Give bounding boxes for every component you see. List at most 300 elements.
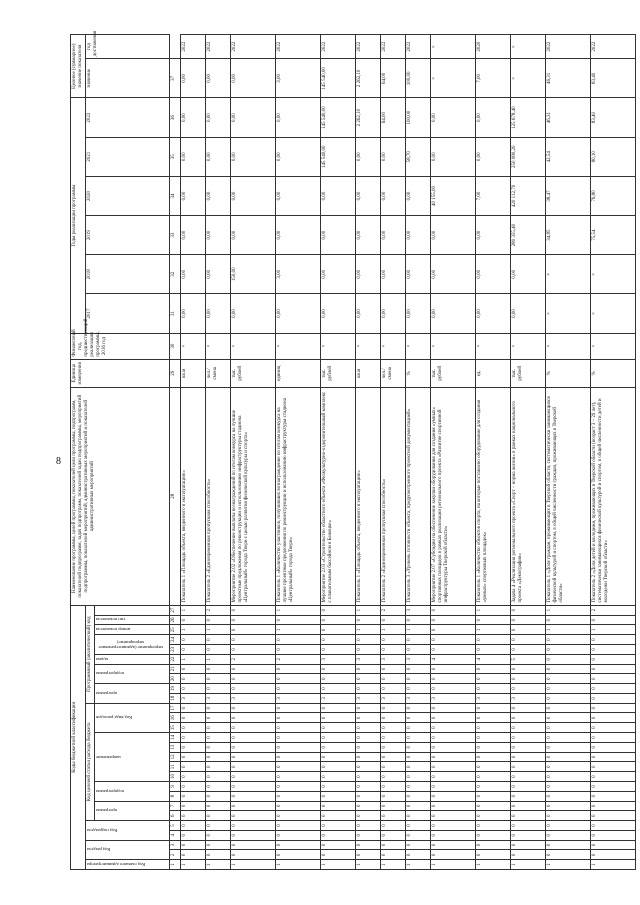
column-numbers-row <box>170 35 181 870</box>
code-cell: 0 <box>276 821 321 831</box>
code-cell: 0 <box>181 801 206 811</box>
year-value-cell: 0,00 <box>181 294 206 333</box>
column-number: 9 <box>170 781 181 791</box>
code-cell: 0 <box>511 850 546 860</box>
code-cell: 0 <box>476 840 511 850</box>
code-cell: 0 <box>511 723 546 733</box>
code-cell: 0 <box>476 713 511 723</box>
code-cell: 0 <box>546 693 591 703</box>
code-cell: 0 <box>206 635 231 645</box>
target-value-cell: 0,00 <box>206 59 231 98</box>
target-value-cell: 0,00 <box>181 59 206 98</box>
year-value-cell: 0,00 <box>431 137 476 176</box>
item-name: Показатель 1 «Количество объектов спорта, на которые поставлено оборудование для создания «умных» спортивных площадок» <box>476 387 511 605</box>
code-cell: 0 <box>356 703 381 713</box>
code-cell: 3 <box>431 693 476 703</box>
code-cell: 1 <box>276 605 321 615</box>
code-cell: 0 <box>476 772 511 782</box>
code-cell: 0 <box>476 615 511 625</box>
code-cell: 0 <box>276 801 321 811</box>
code-cell: 1 <box>181 860 206 870</box>
code-cell: 0 <box>356 635 381 645</box>
code-cell: 0 <box>406 615 431 625</box>
year-value-cell: 7,00 <box>476 176 511 215</box>
year-value-cell: 75,54 <box>591 216 636 255</box>
code-cell: 0 <box>356 684 381 694</box>
code-cell: 0 <box>511 684 546 694</box>
code-cell: 0 <box>591 654 636 664</box>
code-cell: 0 <box>276 840 321 850</box>
year-value-cell: 0,00 <box>276 216 321 255</box>
code-cell: 0 <box>356 850 381 860</box>
code-cell: 0 <box>276 830 321 840</box>
code-cell: 0 <box>206 684 231 694</box>
year-value-cell: 0,00 <box>276 137 321 176</box>
table-row <box>476 35 511 870</box>
year-value-cell: 0,00 <box>356 255 381 294</box>
unit-cell: тыс. рублей <box>321 359 356 387</box>
code-cell: 0 <box>321 645 356 655</box>
exp-group-subheader: Код вида расходов <box>95 703 170 732</box>
code-cell: 0 <box>406 645 431 655</box>
code-cell: 0 <box>181 684 206 694</box>
code-cell: 0 <box>276 713 321 723</box>
year-value-cell: 0,00 <box>511 255 546 294</box>
code-cell: 0 <box>431 752 476 762</box>
code-cell: 1 <box>511 860 546 870</box>
subsection-code-header: Код подраздела <box>86 821 170 841</box>
column-number: 16 <box>170 713 181 723</box>
code-cell: 0 <box>546 752 591 762</box>
year-value-cell: 0,00 <box>276 98 321 137</box>
code-cell: 0 <box>546 801 591 811</box>
year-value-cell: 0,00 <box>181 176 206 215</box>
code-cell: 0 <box>181 752 206 762</box>
code-cell: 0 <box>206 664 231 674</box>
code-cell: 0 <box>231 645 276 655</box>
year-value-cell: 3,00 <box>276 255 321 294</box>
document-sheet <box>70 30 609 870</box>
target-value-header: значение <box>86 59 170 98</box>
code-cell: 0 <box>181 713 206 723</box>
code-cell: 0 <box>546 713 591 723</box>
code-cell: 0 <box>406 703 431 713</box>
fin-year-cell: × <box>381 333 406 359</box>
item-name: Показатель 3 «Уровень готовности объекта, предусмотренного проектной документацией» <box>406 387 431 605</box>
code-cell: 0 <box>431 791 476 801</box>
code-cell: 0 <box>321 703 356 713</box>
code-cell: 0 <box>321 615 356 625</box>
code-cell: 0 <box>181 742 206 752</box>
table-row <box>321 35 356 870</box>
code-cell: 2 <box>276 654 321 664</box>
code-cell: 4 <box>476 654 511 664</box>
code-cell: 0 <box>431 742 476 752</box>
code-cell: 0 <box>431 821 476 831</box>
column-number: 26 <box>170 615 181 625</box>
code-cell: 0 <box>406 635 431 645</box>
code-cell: 0 <box>206 772 231 782</box>
year-value-cell: 0,00 <box>356 176 381 215</box>
year-value-cell: 0,00 <box>356 294 381 333</box>
year-2021-header: 2021 <box>86 137 170 176</box>
year-value-cell: 145 540,00 <box>321 137 356 176</box>
rotated-page <box>70 30 609 870</box>
column-number: 14 <box>170 733 181 743</box>
code-cell: 0 <box>476 762 511 772</box>
code-cell: 0 <box>356 821 381 831</box>
code-cell: 0 <box>206 723 231 733</box>
column-number: 24 <box>170 635 181 645</box>
item-name: Мероприятие 2.03 «Строительство областного объекта «Физкультурно-оздоровительный комплекс с плавательным бассейном в Бежецке» <box>321 387 356 605</box>
code-cell: 0 <box>181 811 206 821</box>
code-cell: 0 <box>356 762 381 772</box>
code-cell: 3 <box>356 693 381 703</box>
column-number: 22 <box>170 654 181 664</box>
code-cell: 0 <box>431 723 476 733</box>
unit-cell: % <box>546 359 591 387</box>
code-cell: 0 <box>511 811 546 821</box>
table-row <box>276 35 321 870</box>
code-cell: 0 <box>356 664 381 674</box>
code-cell: 0 <box>231 674 276 684</box>
code-cell: 0 <box>231 723 276 733</box>
code-cell: 0 <box>511 830 546 840</box>
year-value-cell: 0,00 <box>431 255 476 294</box>
code-cell: 2 <box>206 605 231 615</box>
year-value-cell: 0,00 <box>276 176 321 215</box>
code-cell: 0 <box>431 605 476 615</box>
column-number: 30 <box>170 333 181 359</box>
code-cell: 0 <box>511 733 546 743</box>
code-cell: 0 <box>276 674 321 684</box>
year-value-cell: 0,00 <box>321 176 356 215</box>
code-cell: 1 <box>381 860 406 870</box>
code-cell: 0 <box>476 703 511 713</box>
code-cell: 0 <box>591 762 636 772</box>
code-cell: 0 <box>431 762 476 772</box>
code-cell: 0 <box>321 723 356 733</box>
year-value-cell: 0,00 <box>406 294 431 333</box>
year-value-cell: 0,00 <box>181 137 206 176</box>
target-value-cell: × <box>511 59 546 98</box>
year-value-cell: 0,00 <box>356 137 381 176</box>
target-value-cell: 46,31 <box>546 59 591 98</box>
code-cell: 1 <box>321 860 356 870</box>
code-cell: 0 <box>356 830 381 840</box>
code-cell: 0 <box>431 801 476 811</box>
year-value-cell: × <box>546 294 591 333</box>
code-cell: 2 <box>591 605 636 615</box>
unit-cell: чел./ смена <box>381 359 406 387</box>
code-cell: 1 <box>356 625 381 635</box>
fin-year-cell: × <box>276 333 321 359</box>
code-cell: 0 <box>206 742 231 752</box>
code-cell: 0 <box>321 830 356 840</box>
code-cell: 0 <box>321 625 356 635</box>
target-value-cell: 0,00 <box>231 59 276 98</box>
code-cell: 0 <box>231 762 276 772</box>
code-cell: 0 <box>406 723 431 733</box>
code-cell: 0 <box>206 821 231 831</box>
code-cell: 0 <box>381 830 406 840</box>
year-value-cell: 0,00 <box>231 176 276 215</box>
code-cell: 0 <box>321 733 356 743</box>
code-cell: 0 <box>231 625 276 635</box>
code-cell: 0 <box>356 615 381 625</box>
code-cell: 0 <box>546 840 591 850</box>
table-row <box>431 35 476 870</box>
fin-year-cell: × <box>321 333 356 359</box>
code-cell: 0 <box>431 733 476 743</box>
code-cell: 0 <box>476 811 511 821</box>
code-cell: 0 <box>431 703 476 713</box>
code-cell: 0 <box>546 674 591 684</box>
year-value-cell: 0,00 <box>321 294 356 333</box>
code-cell: 0 <box>406 801 431 811</box>
year-value-cell: 145 540,00 <box>321 98 356 137</box>
year-value-cell: 0,00 <box>181 255 206 294</box>
code-cell: 3 <box>476 693 511 703</box>
code-cell: 1 <box>181 654 206 664</box>
code-cell: 0 <box>591 674 636 684</box>
table-row <box>591 35 636 870</box>
code-cell: 0 <box>406 733 431 743</box>
year-value-cell: 0,00 <box>206 98 231 137</box>
admin-code-header: Код главного администратора <box>86 860 170 870</box>
code-cell: 3 <box>356 654 381 664</box>
code-cell: 0 <box>206 674 231 684</box>
code-cell: 0 <box>181 703 206 713</box>
code-cell: 1 <box>476 625 511 635</box>
code-cell: 0 <box>356 791 381 801</box>
code-cell: 0 <box>381 811 406 821</box>
unit-cell: ед. <box>476 359 511 387</box>
year-value-cell: 64,00 <box>381 98 406 137</box>
column-number: 13 <box>170 742 181 752</box>
code-cell: 0 <box>181 821 206 831</box>
code-cell: 0 <box>231 840 276 850</box>
table-row <box>356 35 381 870</box>
target-year-cell: 2022 <box>356 35 381 59</box>
code-cell: 0 <box>431 625 476 635</box>
code-cell: 3 <box>321 654 356 664</box>
code-cell: 0 <box>381 742 406 752</box>
code-cell: 0 <box>381 762 406 772</box>
code-cell: 0 <box>381 801 406 811</box>
code-cell: 0 <box>511 625 546 635</box>
code-cell: 0 <box>591 791 636 801</box>
code-cell: 0 <box>381 752 406 762</box>
code-cell: 0 <box>321 684 356 694</box>
year-value-cell: 0,00 <box>381 176 406 215</box>
code-cell: 0 <box>321 664 356 674</box>
item-name: Задача 4 «Реализация регионального проекта «Спорт – норма жизни» в рамках национального проекта «Демография» <box>511 387 546 605</box>
year-2018-header: 2018 <box>86 255 170 294</box>
code-cell: 0 <box>406 830 431 840</box>
code-cell: 0 <box>591 801 636 811</box>
column-number: 29 <box>170 359 181 387</box>
code-cell: 0 <box>476 674 511 684</box>
name-header: Наименование программы, целей программы, показателей цели программы, подпрограмм, показателей подпрограмм, задач подпрограмм, показателей задач подпрограммы, мероприятий подпрограммы, показателей мероприятий, административных мероприятий и показателей административных мероприятий <box>71 387 170 605</box>
year-value-cell: 0,00 <box>476 255 511 294</box>
year-value-cell: 42,54 <box>546 137 591 176</box>
code-cell: 3 <box>321 693 356 703</box>
code-cell: 1 <box>381 625 406 635</box>
code-cell: 0 <box>406 791 431 801</box>
year-value-cell: 100,00 <box>406 98 431 137</box>
target-year-cell: 2022 <box>381 35 406 59</box>
code-cell: 0 <box>276 791 321 801</box>
item-name: Показатель 2 «Доля детей и молодежи, проживающих в Тверской области (возраст 3 – 29 лет), систематически занимающихся физической культурой и спортом, в общей численности детей и молодежи Тверской области» <box>591 387 636 605</box>
code-cell: 0 <box>356 772 381 782</box>
year-value-cell: 0,00 <box>511 294 546 333</box>
code-cell: 0 <box>476 752 511 762</box>
code-cell: 0 <box>181 850 206 860</box>
code-cell: 0 <box>231 791 276 801</box>
code-cell: 0 <box>511 645 546 655</box>
year-value-cell: 0,00 <box>476 216 511 255</box>
code-cell: 0 <box>356 723 381 733</box>
year-2020-header: 2020 <box>86 176 170 215</box>
code-cell: 0 <box>431 811 476 821</box>
code-cell: 0 <box>546 781 591 791</box>
year-value-cell: 0,00 <box>476 294 511 333</box>
fin-year-cell: × <box>356 333 381 359</box>
code-cell: 0 <box>231 830 276 840</box>
code-cell: 1 <box>406 860 431 870</box>
program-code-header: Программный (аналитический) код <box>86 605 95 703</box>
code-cell: 0 <box>356 752 381 762</box>
year-value-cell: 0,00 <box>431 98 476 137</box>
target-value-cell: × <box>431 59 476 98</box>
fin-year-cell: × <box>231 333 276 359</box>
code-cell: 0 <box>431 635 476 645</box>
code-cell: 1 <box>276 625 321 635</box>
code-cell: 0 <box>231 684 276 694</box>
code-cell: 0 <box>276 781 321 791</box>
year-value-cell: 0,00 <box>321 255 356 294</box>
code-cell: 0 <box>231 801 276 811</box>
item-name: Показатель 2 «Единовременная пропускная способность» <box>381 387 406 605</box>
year-value-cell: 0,00 <box>181 216 206 255</box>
fin-year-cell: × <box>511 333 546 359</box>
column-number: 31 <box>170 294 181 333</box>
code-cell: 0 <box>591 703 636 713</box>
code-cell: 0 <box>181 830 206 840</box>
program-table <box>70 30 636 870</box>
code-cell: 0 <box>511 791 546 801</box>
code-cell: 1 <box>181 605 206 615</box>
code-cell: 0 <box>546 645 591 655</box>
code-cell: 0 <box>356 840 381 850</box>
column-number: 33 <box>170 216 181 255</box>
year-value-cell: 0,00 <box>381 137 406 176</box>
code-cell: 0 <box>431 664 476 674</box>
item-name: Мероприятие 2.02 «Обеспечение выплаты вознаграждений по итогам конкурса на лучшие проектные предложения по реконструкции и использованию инфраструктуры стадиона «Центральный» города Твери с целью развития физической культуры и спорта» <box>231 387 276 605</box>
code-cell: 0 <box>476 635 511 645</box>
year-value-cell: 250 080,20 <box>511 137 546 176</box>
code-cell: 0 <box>356 674 381 684</box>
code-cell: 3 <box>511 693 546 703</box>
target-value-cell: 3,00 <box>276 59 321 98</box>
code-cell: 0 <box>591 693 636 703</box>
code-cell: 1 <box>546 625 591 635</box>
year-value-cell: 0,00 <box>381 294 406 333</box>
column-number: 8 <box>170 791 181 801</box>
code-cell: 0 <box>591 850 636 860</box>
unit-cell: % <box>406 359 431 387</box>
code-cell: 0 <box>276 772 321 782</box>
column-number: 2 <box>170 850 181 860</box>
year-value-cell: × <box>546 255 591 294</box>
code-cell: 0 <box>276 850 321 860</box>
code-cell: 3 <box>406 654 431 664</box>
code-cell: 0 <box>181 791 206 801</box>
code-cell: 1 <box>276 860 321 870</box>
code-cell: 0 <box>206 801 231 811</box>
code-cell: 0 <box>206 840 231 850</box>
item-name: Показатель 2 «Единовременная пропускная способность» <box>206 387 231 605</box>
code-cell: 0 <box>511 703 546 713</box>
unit-cell: тыс. рублей <box>431 359 476 387</box>
code-cell: 0 <box>276 752 321 762</box>
code-cell: 0 <box>546 723 591 733</box>
item-name: Мероприятие 2.07 «Субсидии на обеспечение закупки оборудования для создания «умных» спортивных площадок в рамках реализации регионального проекта «Развитие спортивной инфраструктуры Тверской области» <box>431 387 476 605</box>
code-cell: 0 <box>511 605 546 615</box>
code-cell: 0 <box>591 733 636 743</box>
code-cell: 0 <box>546 811 591 821</box>
code-cell: 5 <box>511 654 546 664</box>
code-cell: 0 <box>206 791 231 801</box>
code-cell: 0 <box>381 703 406 713</box>
code-cell: 0 <box>231 605 276 615</box>
code-cell: 0 <box>476 850 511 860</box>
column-number: 20 <box>170 674 181 684</box>
code-cell: 0 <box>546 635 591 645</box>
code-cell: 0 <box>406 762 431 772</box>
column-number: 1 <box>170 860 181 870</box>
code-cell: 0 <box>546 664 591 674</box>
column-number: 34 <box>170 176 181 215</box>
unit-cell: чел./ смена <box>206 359 231 387</box>
program-subheader: программа <box>95 801 170 821</box>
code-cell: 0 <box>181 723 206 733</box>
year-value-cell: 46,31 <box>546 98 591 137</box>
code-cell: 0 <box>511 713 546 723</box>
code-cell: 0 <box>591 781 636 791</box>
code-cell: 0 <box>321 781 356 791</box>
target-year-cell: × <box>431 35 476 59</box>
item-name: Показатель 1 «Количество участников, получивших вознаграждение по итогам конкурса на лучшие проектные предложения по реконструкции и использованию инфраструктуры стадиона «Центральный» города Твери» <box>276 387 321 605</box>
code-cell: 0 <box>546 830 591 840</box>
code-cell: 0 <box>356 645 381 655</box>
column-number: 4 <box>170 830 181 840</box>
fin-year-cell: × <box>406 333 431 359</box>
year-value-cell: 83,40 <box>591 98 636 137</box>
fin-year-cell: × <box>591 333 636 359</box>
code-cell: 0 <box>381 684 406 694</box>
code-cell: 0 <box>431 830 476 840</box>
target-year-cell: 2022 <box>591 35 636 59</box>
code-cell: 0 <box>356 742 381 752</box>
code-cell: 0 <box>511 801 546 811</box>
code-cell: 0 <box>406 821 431 831</box>
unit-header: Единица измерения <box>71 359 170 387</box>
target-year-cell: 2022 <box>406 35 431 59</box>
fin-year-cell: × <box>431 333 476 359</box>
unit-cell: тыс. рублей <box>231 359 276 387</box>
